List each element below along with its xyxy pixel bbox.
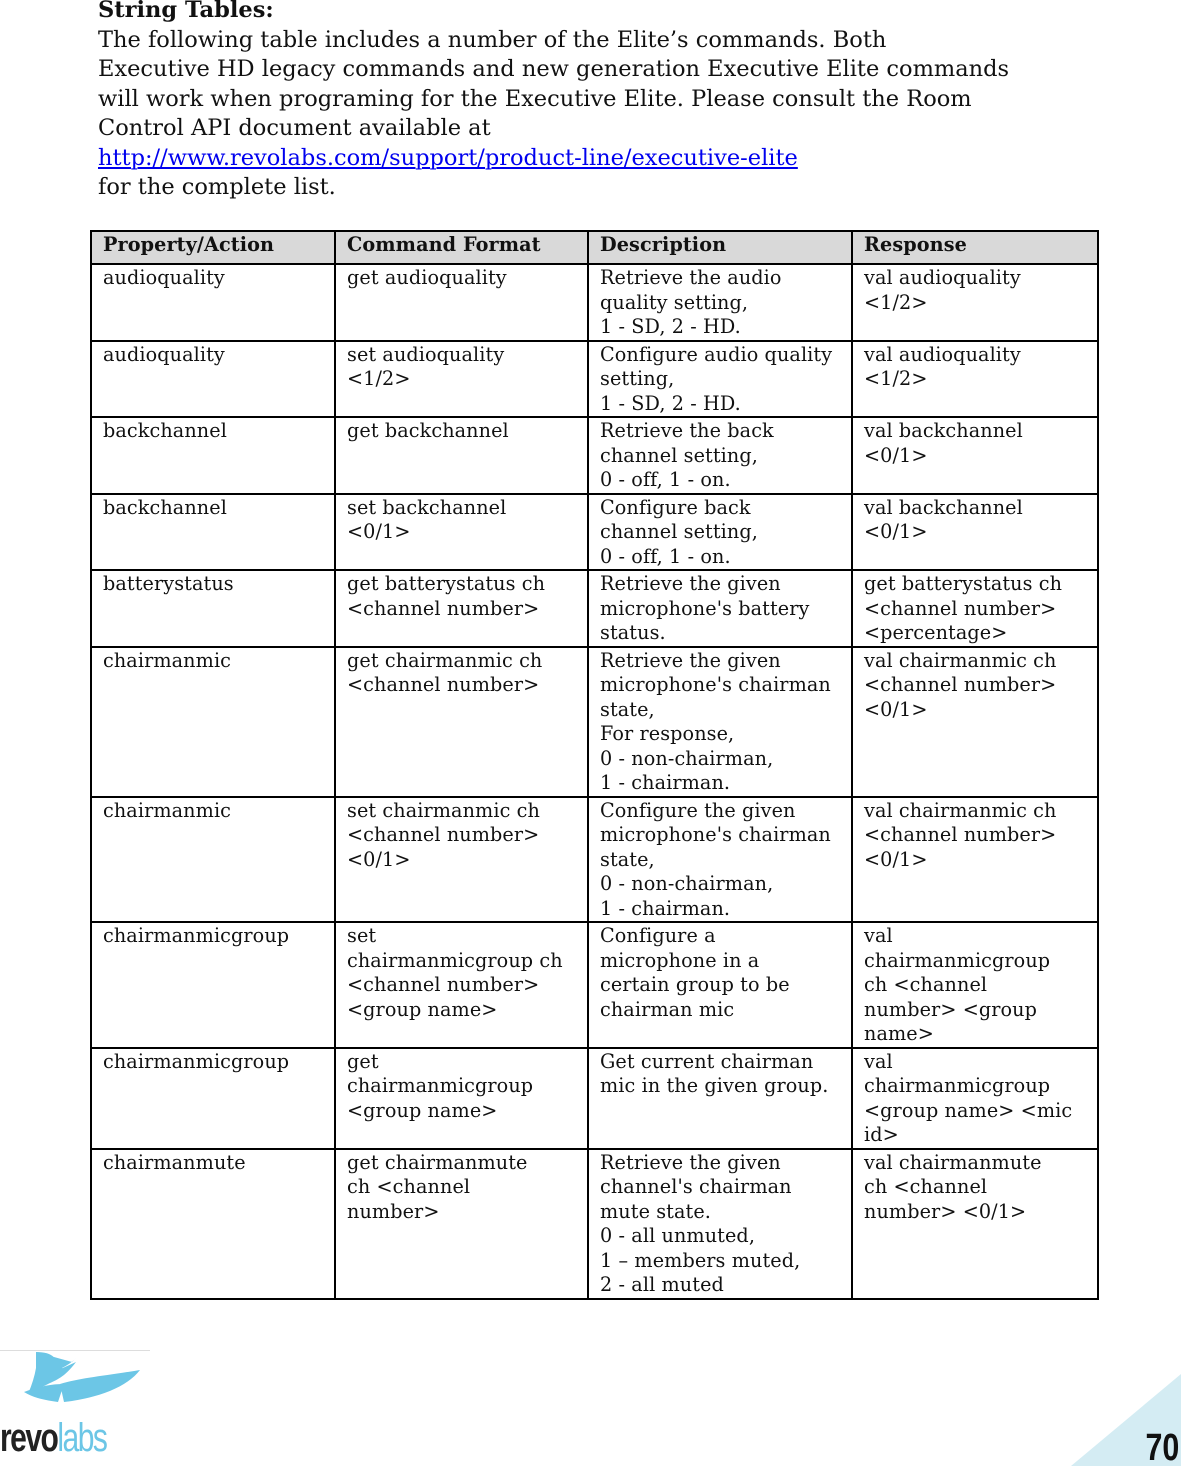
table-row (91, 1048, 1098, 1149)
cell-command: set chairmanmic ch <channel number> <0/1> (335, 797, 588, 923)
cell-command: get audioquality (335, 264, 588, 341)
table-row (91, 797, 1098, 923)
cell-response: val backchannel <0/1> (852, 417, 1098, 494)
cell-response: val chairmanmic ch <channel number> <0/1> (852, 647, 1098, 797)
header-command: Command Format (335, 231, 588, 264)
table-row (91, 494, 1098, 571)
table-row (91, 647, 1098, 797)
cell-description: Retrieve the audio quality setting, 1 - SD, 2 - HD. (588, 264, 852, 341)
cell-response: val audioquality <1/2> (852, 264, 1098, 341)
string-table (90, 230, 1099, 1300)
cell-property: chairmanmic (91, 797, 335, 923)
cell-command: set chairmanmicgroup ch <channel number> <group name> (335, 922, 588, 1048)
table-row (91, 264, 1098, 341)
cell-response: val chairmanmicgroup ch <channel number> <group name> (852, 922, 1098, 1048)
api-doc-link[interactable]: http://www.revolabs.com/support/product-line/executive-elite (98, 144, 798, 171)
cell-command: set backchannel <0/1> (335, 494, 588, 571)
header-property: Property/Action (91, 231, 335, 264)
revolabs-logo (0, 1350, 150, 1466)
cell-description: Retrieve the back channel setting, 0 - off, 1 - on. (588, 417, 852, 494)
table-body (91, 264, 1098, 1299)
cell-property: chairmanmic (91, 647, 335, 797)
intro-line: Control API document available at (98, 115, 491, 141)
intro-line: Executive HD legacy commands and new generation Executive Elite commands (98, 56, 1010, 82)
cell-property: chairmanmicgroup (91, 1048, 335, 1149)
cell-command: get chairmanmic ch <channel number> (335, 647, 588, 797)
cell-property: chairmanmute (91, 1149, 335, 1299)
cell-description: Configure the given microphone's chairman state, 0 - non-chairman, 1 - chairman. (588, 797, 852, 923)
cell-response: val backchannel <0/1> (852, 494, 1098, 571)
table-row (91, 341, 1098, 418)
cell-response: get batterystatus ch <channel number> <percentage> (852, 570, 1098, 647)
header-description: Description (588, 231, 852, 264)
logo-wordmark (0, 1416, 106, 1461)
cell-command: set audioquality <1/2> (335, 341, 588, 418)
cell-command: get batterystatus ch <channel number> (335, 570, 588, 647)
cell-property: chairmanmicgroup (91, 922, 335, 1048)
table-row (91, 570, 1098, 647)
cell-description: Configure back channel setting, 0 - off, 1 - on. (588, 494, 852, 571)
cell-command: get backchannel (335, 417, 588, 494)
intro-tail: for the complete list. (98, 174, 336, 200)
cell-description: Retrieve the given microphone's chairman state, For response, 0 - non-chairman, 1 - chairman. (588, 647, 852, 797)
intro-line: will work when programing for the Executive Elite. Please consult the Room (98, 85, 972, 112)
page-number: 70 (1145, 1427, 1179, 1469)
table-row (91, 922, 1098, 1048)
cell-command: get chairmanmicgroup <group name> (335, 1048, 588, 1149)
section-heading: String Tables: (98, 0, 274, 23)
cell-description: Retrieve the given channel's chairman mute state. 0 - all unmuted, 1 – members muted, 2 - all muted (588, 1149, 852, 1299)
cell-property: batterystatus (91, 570, 335, 647)
cell-command: get chairmanmute ch <channel number> (335, 1149, 588, 1299)
cell-property: audioquality (91, 264, 335, 341)
cell-response: val audioquality <1/2> (852, 341, 1098, 418)
table-row (91, 417, 1098, 494)
logo-text-dark: revo (0, 1416, 58, 1460)
cell-description: Get current chairman mic in the given group. (588, 1048, 852, 1149)
cell-property: backchannel (91, 417, 335, 494)
cell-property: backchannel (91, 494, 335, 571)
cell-response: val chairmanmicgroup <group name> <mic id> (852, 1048, 1098, 1149)
header-response: Response (852, 231, 1098, 264)
table-header-row (91, 231, 1098, 264)
cell-property: audioquality (91, 341, 335, 418)
logo-text-light: labs (57, 1416, 107, 1460)
cell-description: Configure audio quality setting, 1 - SD, 2 - HD. (588, 341, 852, 418)
cell-description: Retrieve the given microphone's battery status. (588, 570, 852, 647)
intro-line: The following table includes a number of the Elite’s commands. Both (98, 26, 887, 53)
intro-section (98, 0, 1158, 203)
cell-description: Configure a microphone in a certain group to be chairman mic (588, 922, 852, 1048)
logo-wing-icon (0, 1350, 150, 1420)
cell-response: val chairmanmute ch <channel number> <0/1> (852, 1149, 1098, 1299)
cell-response: val chairmanmic ch <channel number> <0/1> (852, 797, 1098, 923)
table-row (91, 1149, 1098, 1299)
